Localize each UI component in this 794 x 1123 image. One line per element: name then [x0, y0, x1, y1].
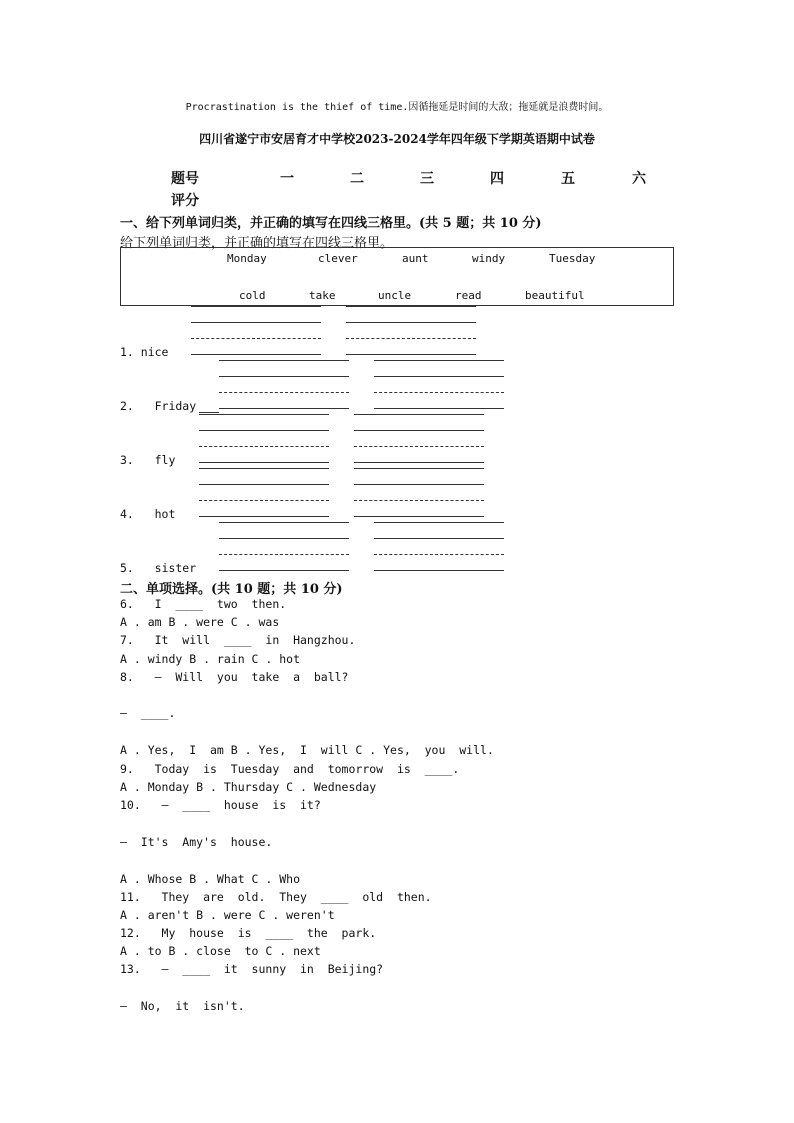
section2-heading: 二、单项选择。(共 10 题；共 10 分): [120, 582, 343, 597]
word-7: take: [309, 289, 336, 302]
word-1: Monday: [227, 252, 267, 265]
score-col-3: 三: [420, 171, 434, 187]
item-3-label: 3. fly: [120, 453, 176, 467]
q9-stem: 9. Today is Tuesday and tomorrow is ____.: [120, 762, 460, 776]
q12-stem: 12. My house is ____ the park.: [120, 926, 377, 940]
q9-options: A . Monday B . Thursday C . Wednesday: [120, 780, 377, 794]
item-2-label: 2. Friday: [120, 399, 197, 413]
word-6: cold: [239, 289, 266, 302]
motto: Procrastination is the thief of time.因循拖延是时间的大敌；拖延就是浪费时间。: [185, 102, 609, 113]
q13-stem: 13. — ____ it sunny in Beijing?: [120, 962, 384, 976]
score-col-2: 二: [350, 171, 364, 187]
q10-options: A . Whose B . What C . Who: [120, 872, 301, 886]
word-2: clever: [318, 252, 358, 265]
q6-options: A . am B . were C . was: [120, 615, 280, 629]
item-4-label: 4. hot: [120, 507, 176, 521]
word-8: uncle: [378, 289, 412, 302]
word-3: aunt: [402, 252, 429, 265]
q11-stem: 11. They are old. They ____ old then.: [120, 890, 432, 904]
q7-stem: 7. It will ____ in Hangzhou.: [120, 633, 356, 647]
word-5: Tuesday: [549, 252, 596, 265]
q8-response: — ____.: [120, 706, 176, 720]
exam-title: 四川省遂宁市安居育才中学校2023-2024学年四年级下学期英语期中试卷: [199, 132, 595, 146]
section1-heading: 一、给下列单词归类，并正确的填写在四线三格里。(共 5 题；共 10 分): [120, 216, 542, 231]
q6-stem: 6. I ____ two then.: [120, 597, 287, 611]
item-5-label: 5. sister: [120, 561, 197, 575]
q13-response: — No, it isn't.: [120, 999, 245, 1013]
word-4: windy: [472, 252, 506, 265]
question-number-label: 题号: [171, 171, 199, 187]
q8-stem: 8. — Will you take a ball?: [120, 670, 349, 684]
score-col-4: 四: [490, 171, 504, 187]
score-col-5: 五: [561, 171, 575, 187]
q10-stem: 10. — ____ house is it?: [120, 798, 321, 812]
section1-instruction: 给下列单词归类，并正确的填写在四线三格里。: [120, 236, 394, 251]
word-10: beautiful: [525, 289, 585, 302]
score-col-6: 六: [632, 171, 646, 187]
q8-options: A . Yes, I am B . Yes, I will C . Yes, you will.: [120, 743, 494, 757]
score-col-1: 一: [280, 171, 294, 187]
q11-options: A . aren't B . were C . weren't: [120, 908, 335, 922]
q7-options: A . windy B . rain C . hot: [120, 652, 301, 666]
word-9: read: [455, 289, 482, 302]
score-label: 评分: [171, 193, 199, 209]
q12-options: A . to B . close to C . next: [120, 944, 321, 958]
word-bank: [120, 247, 674, 306]
q10-response: — It's Amy's house.: [120, 835, 273, 849]
item-1-label: 1. nice: [120, 345, 169, 359]
